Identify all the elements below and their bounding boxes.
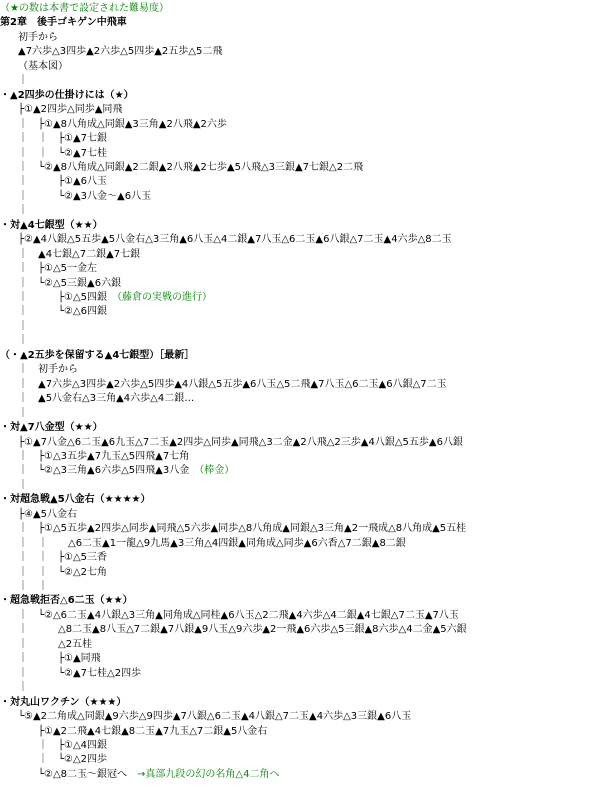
- line-text: ├②▲4八銀△5五歩▲5八金右△3三角▲6八玉△4二銀▲7八玉△6二玉▲6八銀△7二玉▲4六歩△8二玉: [18, 234, 452, 246]
- line-text: ｜: [18, 682, 28, 694]
- line-text: ｜ ├①△3五歩▲7九玉△5四飛▲7七角: [18, 450, 190, 462]
- outline-line: [0, 362, 78, 377]
- annotation-note: →真部九段の幻の名角△4二角へ: [137, 768, 280, 780]
- outline-line: [0, 174, 107, 189]
- section-heading: [0, 420, 103, 435]
- line-text: ・対▲4七銀型（★★）: [0, 219, 103, 231]
- outline-line: [0, 478, 28, 493]
- outline-line: [0, 680, 28, 695]
- outline-line: [0, 767, 279, 782]
- outline-line: [0, 463, 234, 478]
- line-text: ・▲2四歩の仕掛けには（★）: [0, 89, 134, 101]
- line-text: （・▲2五歩を保留する▲4七銀型）［最新］: [0, 349, 195, 361]
- outline-line: [0, 189, 151, 204]
- line-text: ｜ ├①▲6八玉: [18, 176, 108, 188]
- outline-line: [0, 536, 406, 551]
- outline-line: [0, 608, 459, 623]
- outline-line: [0, 30, 58, 45]
- outline-line: [0, 276, 121, 291]
- line-text: （★の数は本書で設定された難易度）: [0, 3, 169, 14]
- section-heading: [0, 492, 151, 507]
- outline-line: [0, 59, 68, 74]
- section-heading: [0, 348, 194, 363]
- line-text: ｜ ｜ ├①▲7七銀: [18, 133, 108, 145]
- outline-line: [0, 1, 169, 16]
- outline-line: [0, 449, 189, 464]
- line-text: ｜ └②△6二玉▲4八銀△3三角▲同角成△同桂▲6八玉△2二飛▲4六歩△4二銀▲4七銀△7二玉▲7八玉: [18, 609, 459, 621]
- line-text: ｜: [18, 320, 28, 332]
- line-text: └②△8二玉～銀冠へ: [18, 768, 138, 780]
- outline-line: [0, 724, 267, 739]
- outline-line: [0, 752, 107, 767]
- line-text: ｜ └②▲8八角成△同銀▲2二銀▲2八飛▲2七歩▲5八飛△3三銀▲7七銀△2二飛: [18, 161, 364, 173]
- outline-line: [0, 203, 28, 218]
- annotation-note: （棒金）: [199, 465, 235, 477]
- section-heading: [0, 88, 134, 103]
- section-heading: [0, 218, 103, 233]
- line-text: ｜ ｜ └②△2七角: [18, 566, 108, 578]
- line-text: ▲7六歩△3四歩▲2六歩△5四歩▲2五歩△5二飛: [18, 46, 223, 58]
- outline-line: [0, 709, 411, 724]
- line-text: ｜ └②△5三銀▲6六銀: [18, 277, 122, 289]
- line-text: ｜: [18, 407, 28, 419]
- line-text: ｜ ├①△4四銀: [18, 739, 108, 751]
- line-text: ・対丸山ワクチン（★★★）: [0, 696, 127, 708]
- line-text: ├④▲5八金右: [18, 508, 78, 520]
- outline-line: [0, 666, 141, 681]
- outline-line: [0, 146, 107, 161]
- outline-line: [0, 579, 48, 594]
- outline-line: [0, 131, 107, 146]
- outline-line: [0, 651, 101, 666]
- outline-line: [0, 637, 92, 652]
- outline-line: [0, 319, 28, 334]
- outline-line: [0, 261, 97, 276]
- outline-line: [0, 333, 28, 348]
- line-text: ｜ ├①▲同飛: [18, 653, 101, 665]
- line-text: ｜ └②△3三角▲6六歩△5四飛▲3八金: [18, 465, 200, 477]
- line-text: ｜ └②△2四歩: [18, 754, 108, 766]
- line-text: ｜ △2五桂: [18, 638, 93, 650]
- line-text: ・超急戦拒否△6二玉（★★）: [0, 595, 133, 607]
- line-text: （基本図）: [18, 60, 68, 72]
- outline-line: [0, 304, 107, 319]
- outline-line: [0, 290, 212, 305]
- line-text: ├①▲7八金△6二玉▲6九玉△7二玉▲2四歩△同歩▲同飛△3二金▲2八飛△2三歩▲4八銀△5五歩▲6八銀: [18, 436, 463, 448]
- outline-line: [0, 377, 447, 392]
- outline-line: [0, 232, 452, 247]
- line-text: └⑤▲2二角成△同銀▲9六歩△9四歩▲7八銀△6二玉▲4八銀△7二玉▲4六歩△3三銀▲6八玉: [18, 711, 412, 723]
- outline-line: [0, 391, 194, 406]
- outline-line: [0, 160, 363, 175]
- line-text: ｜ ｜ └②▲7七桂: [18, 147, 108, 159]
- line-text: ｜: [18, 335, 28, 347]
- line-text: ｜ ├①△5一金左: [18, 263, 98, 275]
- outline-line: [0, 117, 227, 132]
- line-text: ・対▲7八金型（★★）: [0, 422, 103, 434]
- line-text: ｜: [18, 205, 28, 217]
- outline-line: [0, 247, 140, 262]
- outline-line: [0, 102, 122, 117]
- line-text: ・対超急戦▲5八金右（★★★★）: [0, 494, 151, 506]
- outline-line: [0, 738, 107, 753]
- outline-line: [0, 44, 222, 59]
- annotation-note: （藤倉の実戦の進行）: [117, 292, 213, 303]
- line-text: 初手から: [18, 31, 58, 43]
- line-text: ｜ ├①△5五歩▲2四歩△同歩▲同飛△5六歩▲同歩△8八角成▲同銀△3三角▲2一飛成△8八角成▲5五桂: [18, 523, 467, 535]
- line-text: ├①▲2二飛▲4七銀▲8二玉▲7九玉△7二銀▲5八金右: [18, 725, 268, 737]
- line-text: ｜ ▲5八金右△3三角▲4六歩△4二銀…: [18, 393, 195, 405]
- outline-line: [0, 622, 467, 637]
- line-text: ｜ └②▲7七桂△2四歩: [18, 667, 142, 679]
- line-text: ｜ ├①△5四銀: [18, 292, 118, 303]
- line-text: ｜ 初手から: [18, 364, 78, 376]
- line-text: ｜ ｜: [18, 581, 48, 592]
- outline-line: [0, 435, 463, 450]
- outline-line: [0, 73, 28, 88]
- section-heading: [0, 15, 127, 30]
- outline-line: [0, 565, 107, 580]
- section-heading: [0, 593, 133, 608]
- line-text: ｜ └②△6四銀: [18, 306, 108, 318]
- line-text: ｜: [18, 75, 28, 87]
- line-text: ｜ ｜ △6二玉▲1一龍△9九馬▲3三角△4四銀▲同角成△同歩▲6六香△7二銀▲8二銀: [18, 537, 406, 549]
- line-text: ｜ ▲7六歩△3四歩▲2六歩△5四歩▲4八銀△5五歩▲6八玉△5二飛▲7八玉△6二玉▲6八銀△7二玉: [18, 378, 447, 390]
- line-text: ｜ ├①▲8八角成△同銀▲3三角▲2八飛▲2六歩: [18, 118, 227, 130]
- line-text: ｜: [18, 479, 28, 491]
- section-heading: [0, 695, 126, 710]
- outline-line: [0, 507, 77, 522]
- line-text: ｜ └②▲3八金～▲6八玉: [18, 190, 152, 202]
- line-text: ├①▲2四歩△同歩▲同飛: [18, 104, 123, 116]
- line-text: ｜ ▲4七銀△7二銀▲7七銀: [18, 248, 141, 260]
- line-text: ｜ △8二玉▲8八玉△7二銀▲7八銀▲9八玉△9六歩▲2一飛▲6六歩△5三銀▲8六歩△4二金▲5六銀: [18, 624, 467, 636]
- outline-line: [0, 521, 466, 536]
- outline-line: [0, 406, 28, 421]
- outline-line: [0, 550, 107, 565]
- line-text: ｜ ｜ ├①△5三香: [18, 552, 108, 564]
- line-text: 第2章 後手ゴキゲン中飛車: [0, 17, 127, 29]
